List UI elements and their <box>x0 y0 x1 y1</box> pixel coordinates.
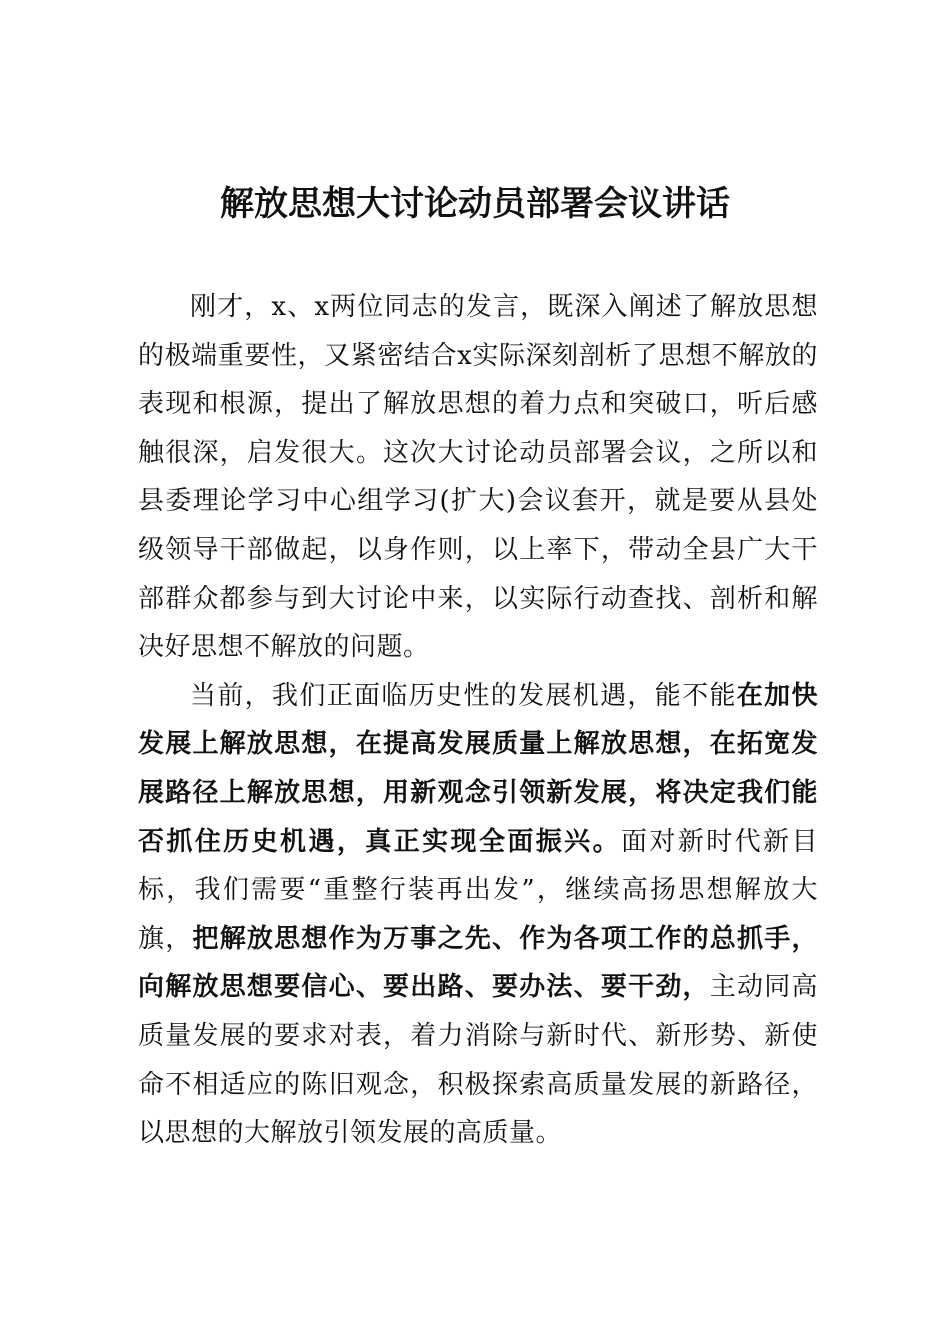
paragraph-1 <box>138 283 818 672</box>
paragraph-2-emphasis-2: 把解放思想作为万事之先、作为各项工作的总抓手，向解放思想要信心、要出路、要办法、要干劲， <box>138 923 818 1003</box>
paragraph-1-text: 刚才，x、x两位同志的发言，既深入阐述了解放思想的极端重要性，又紧密结合x实际深刻剖析了思想不解放的表现和根源，提出了解放思想的着力点和突破口，听后感触很深，启发很大。这次大讨论动员部署会议，之所以和县委理论学习中心组学习(扩大)会议套开，就是要从县处级领导干部做起，以身作则，以上率下，带动全县广大干部群众都参与到大讨论中来，以实际行动查找、剖析和解决好思想不解放的问题。 <box>138 292 818 663</box>
document-body <box>138 283 818 1158</box>
paragraph-2-text-2: 面对新时代新目标，我们需要“重整行装再出发”，继续高扬思想解放大旗， <box>138 826 818 954</box>
paragraph-2-text-1: 当前，我们正面临历史性的发展机遇，能不能 <box>190 680 737 711</box>
document-title: 解放思想大讨论动员部署会议讲话 <box>220 184 730 224</box>
paragraph-2-text-3: 主动同高质量发展的要求对表，着力消除与新时代、新形势、新使命不相适应的陈旧观念，积极探索高质量发展的新路径，以思想的大解放引领发展的高质量。 <box>138 972 818 1149</box>
paragraph-2 <box>138 672 818 1158</box>
paragraph-2-emphasis-1: 在加快发展上解放思想，在提高发展质量上解放思想，在拓宽发展路径上解放思想，用新观念引领新发展，将决定我们能否抓住历史机遇，真正实现全面振兴。 <box>138 680 818 857</box>
